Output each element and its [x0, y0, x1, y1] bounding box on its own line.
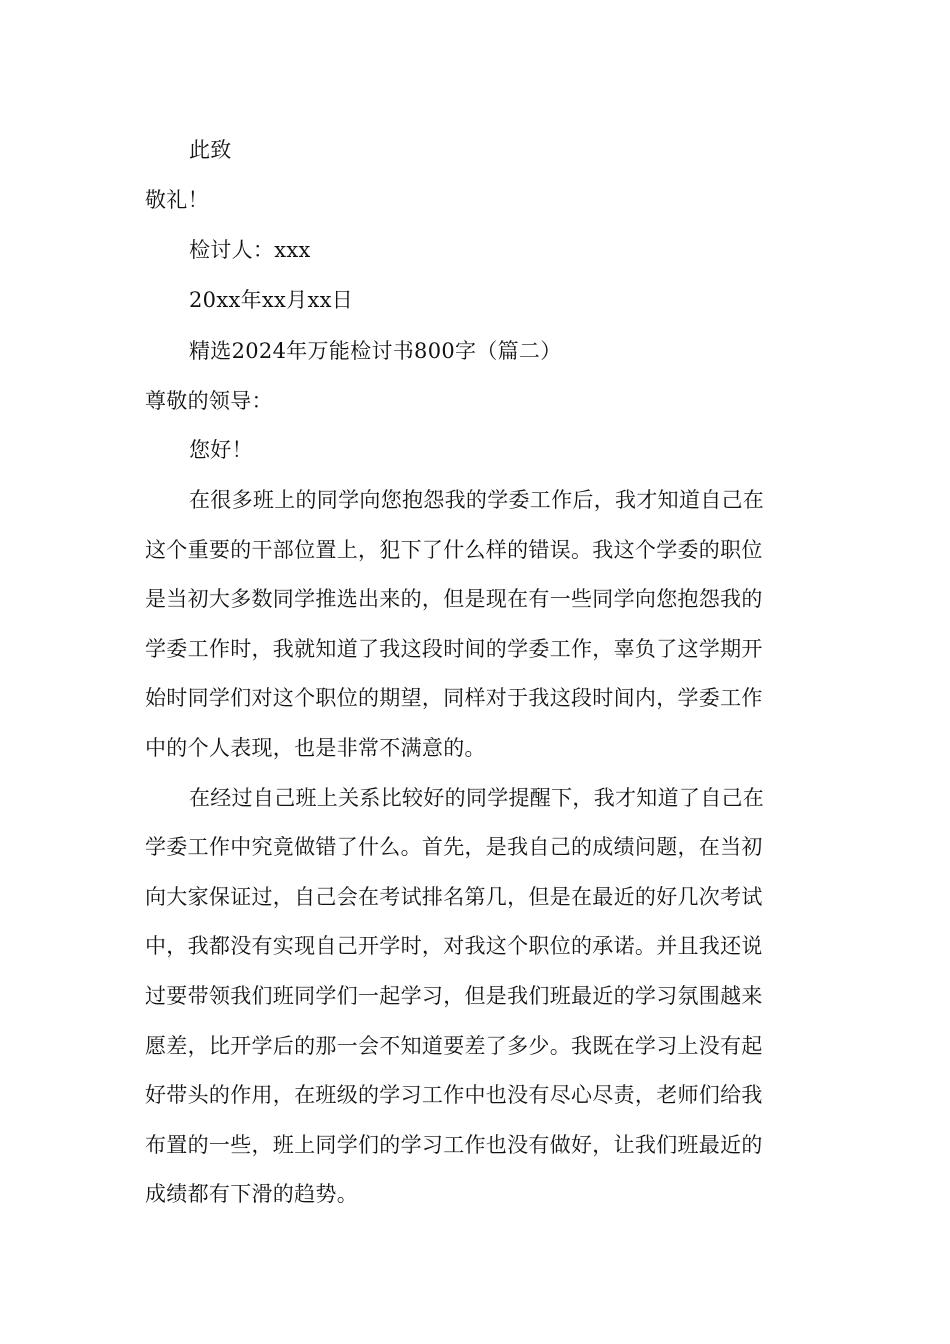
date-line: 20xx年xx月xx日 — [189, 288, 354, 312]
closing-regards: 敬礼！ — [145, 188, 209, 212]
closing-salutation: 此致 — [189, 138, 232, 162]
paragraph-line: 学委工作时，我就知道了我这段时间的学委工作，辜负了这学期开 — [145, 637, 763, 661]
signer-line: 检讨人：xxx — [189, 238, 311, 262]
paragraph-line: 成绩都有下滑的趋势。 — [145, 1182, 358, 1206]
paragraph-line: 布置的一些，班上同学们的学习工作也没有做好，让我们班最近的 — [145, 1133, 763, 1157]
greeting-line: 您好！ — [189, 438, 253, 462]
paragraph-line: 在经过自己班上关系比较好的同学提醒下，我才知道了自己在 — [189, 786, 765, 810]
paragraph-line: 中，我都没有实现自己开学时，对我这个职位的承诺。并且我还说 — [145, 934, 763, 958]
paragraph-line: 始时同学们对这个职位的期望，同样对于我这段时间内，学委工作 — [145, 686, 763, 710]
section-heading: 精选2024年万能检讨书800字（篇二） — [189, 339, 562, 363]
paragraph-line: 在很多班上的同学向您抱怨我的学委工作后，我才知道自己在 — [189, 488, 765, 512]
paragraph-line: 好带头的作用，在班级的学习工作中也没有尽心尽责，老师们给我 — [145, 1083, 763, 1107]
recipient-line: 尊敬的领导： — [145, 389, 273, 413]
paragraph-line: 愿差，比开学后的那一会不知道要差了多少。我既在学习上没有起 — [145, 1034, 763, 1058]
paragraph-line: 是当初大多数同学推选出来的，但是现在有一些同学向您抱怨我的 — [145, 587, 763, 611]
paragraph-line: 学委工作中究竟做错了什么。首先，是我自己的成绩问题，在当初 — [145, 835, 763, 859]
paragraph-line: 向大家保证过，自己会在考试排名第几，但是在最近的好几次考试 — [145, 885, 763, 909]
paragraph-line: 过要带领我们班同学们一起学习，但是我们班最近的学习氛围越来 — [145, 984, 763, 1008]
paragraph-line: 这个重要的干部位置上，犯下了什么样的错误。我这个学委的职位 — [145, 538, 763, 562]
paragraph-line: 中的个人表现，也是非常不满意的。 — [145, 736, 486, 760]
